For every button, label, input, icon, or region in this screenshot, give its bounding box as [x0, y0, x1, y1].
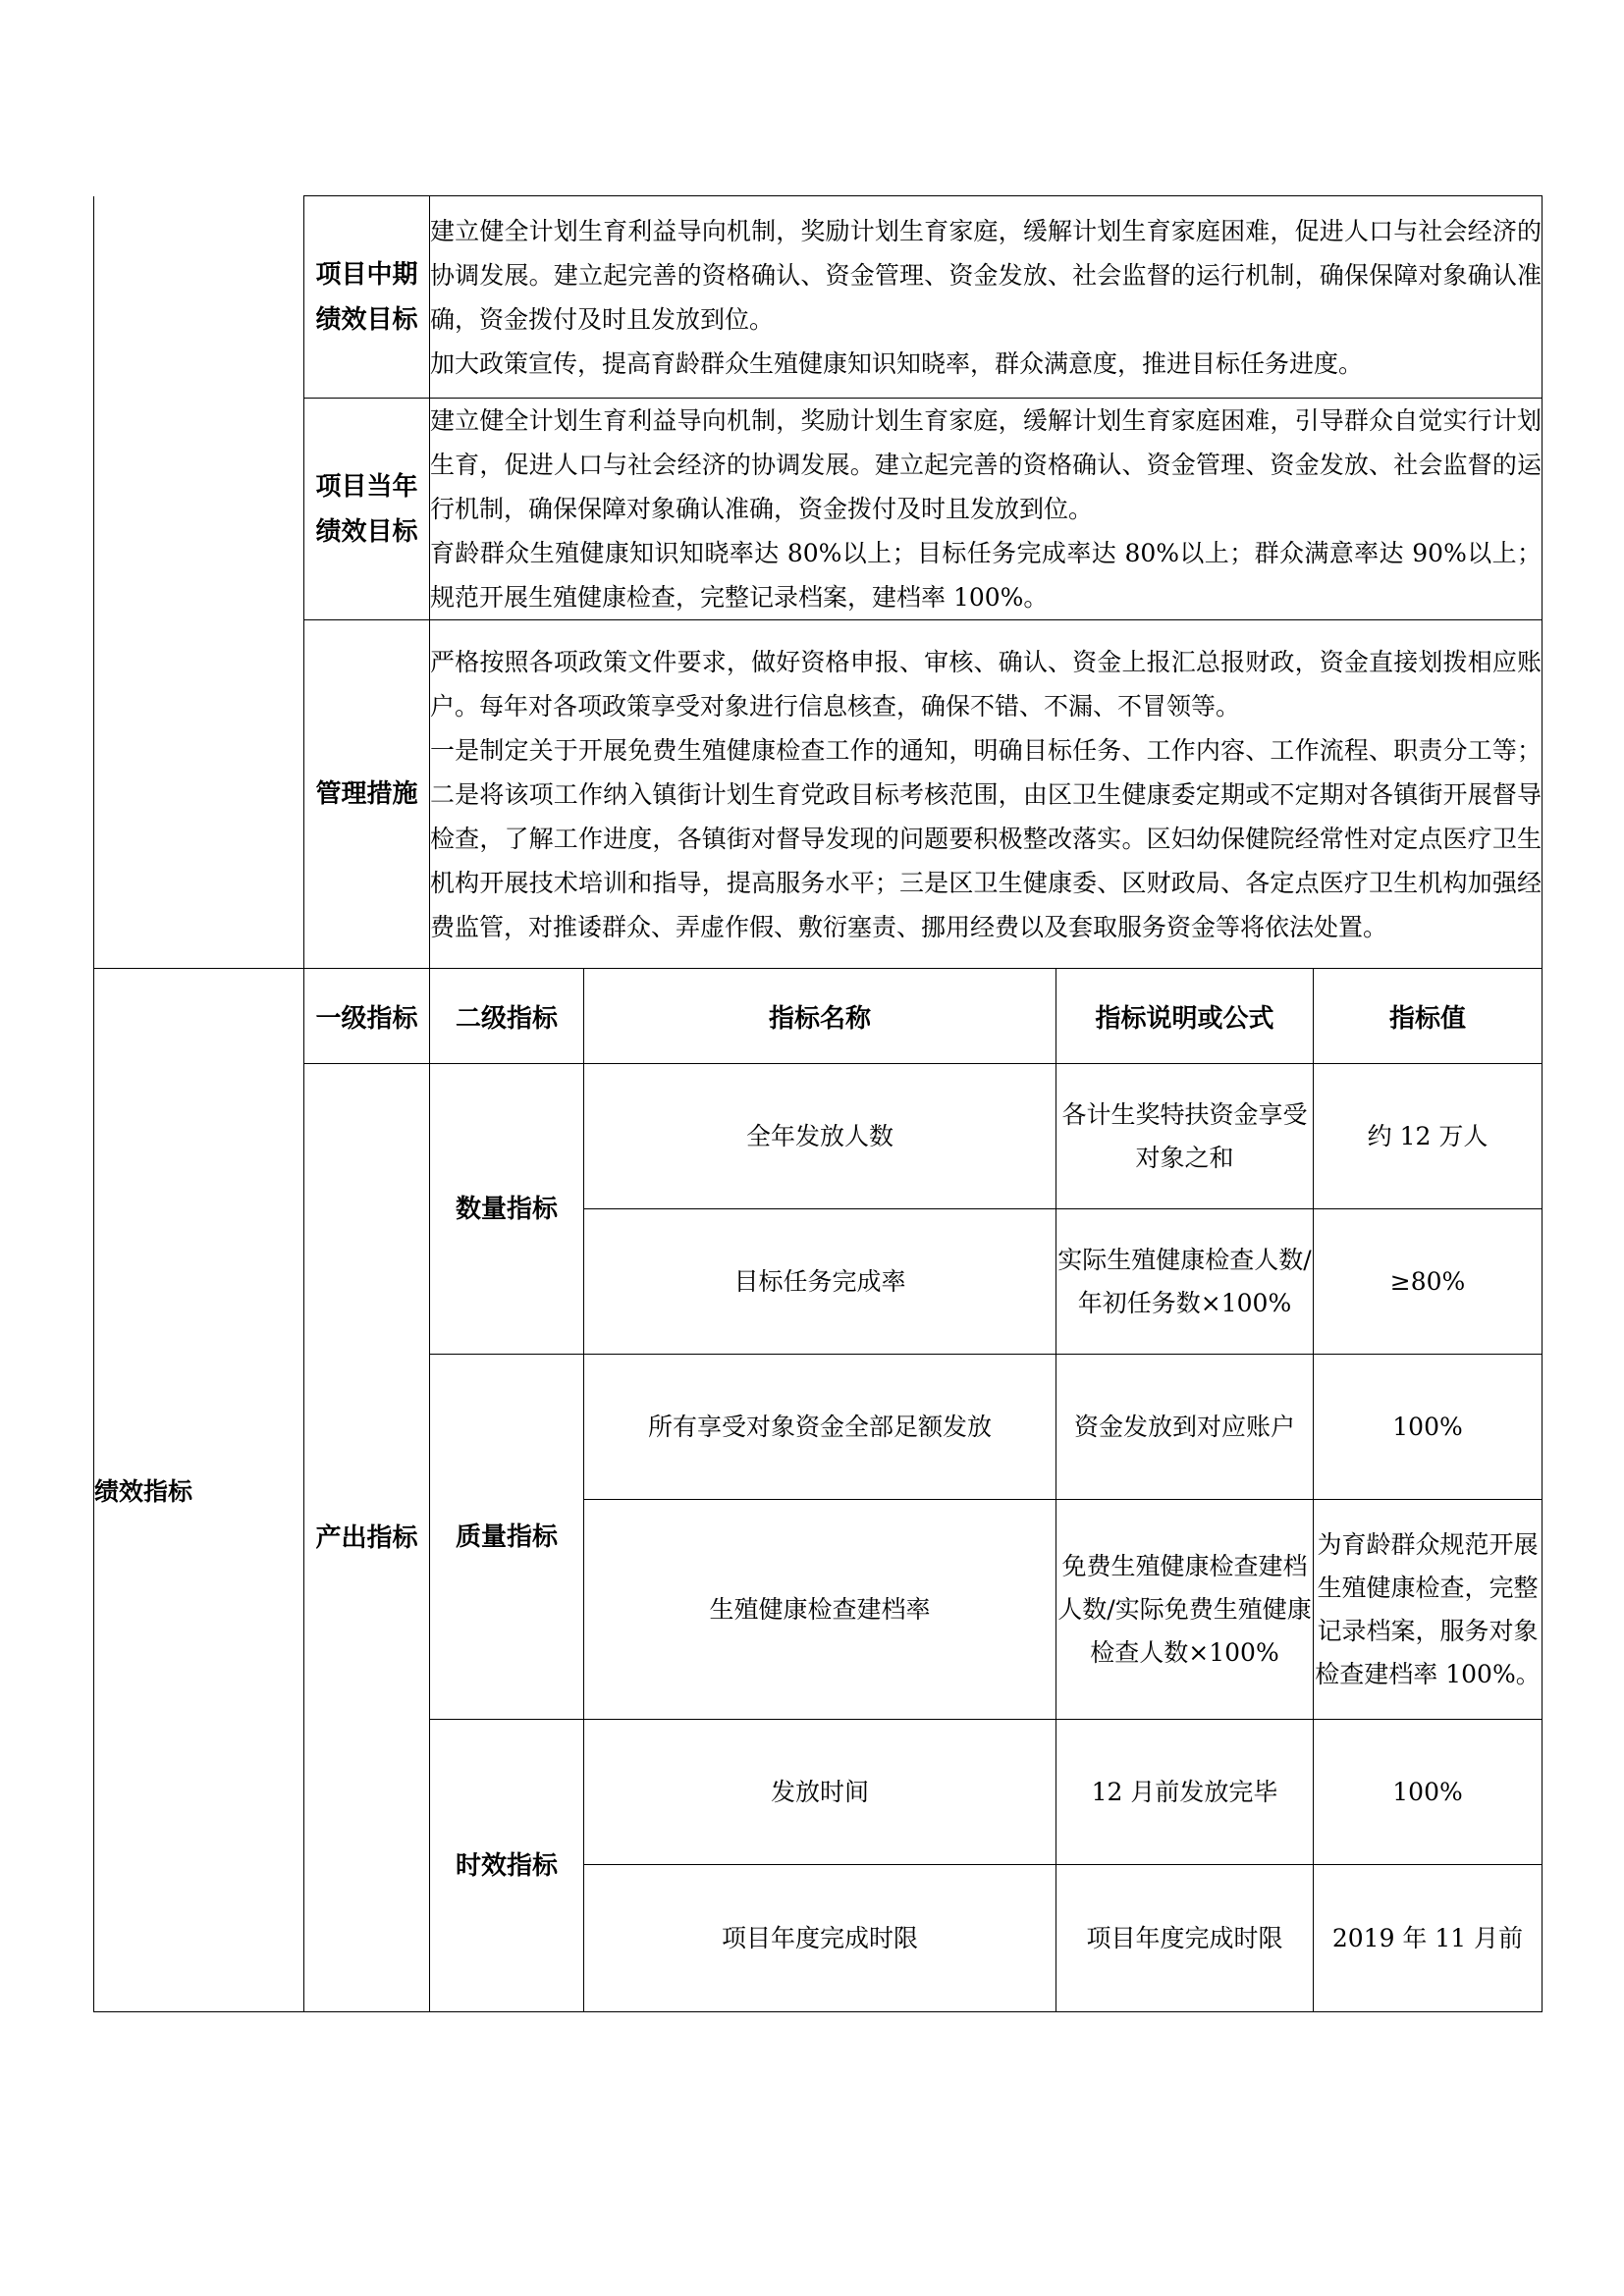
- management-label: 管理措施: [304, 620, 430, 969]
- indicator-section-label: 绩效指标: [94, 969, 304, 2012]
- header-level2: 二级指标: [430, 969, 584, 1064]
- annual-goal-label: [304, 399, 430, 620]
- goals-section-cell: [94, 196, 304, 969]
- mid-term-goal-row: [94, 196, 1543, 399]
- indicator-value: 100%: [1314, 1720, 1543, 1865]
- indicator-name: 所有享受对象资金全部足额发放: [584, 1355, 1056, 1500]
- table-row: [94, 1064, 1543, 1209]
- indicator-desc: 实际生殖健康检查人数/年初任务数×100%: [1056, 1209, 1314, 1355]
- management-row: [94, 620, 1543, 969]
- indicator-name: 发放时间: [584, 1720, 1056, 1865]
- timeliness-indicator-label: 时效指标: [430, 1720, 584, 2012]
- annual-goal-paragraph: 育龄群众生殖健康知识知晓率达 80%以上；目标任务完成率达 80%以上；群众满意率达 90%以上；规范开展生殖健康检查，完整记录档案，建档率 100%。: [430, 539, 1543, 612]
- performance-table: [93, 195, 1543, 2012]
- indicator-name: 目标任务完成率: [584, 1209, 1056, 1355]
- annual-goal-label-line2: 绩效目标: [315, 516, 418, 547]
- indicator-value: 2019 年 11 月前: [1314, 1865, 1543, 2012]
- management-paragraph: 一是制定关于开展免费生殖健康检查工作的通知，明确目标任务、工作内容、工作流程、职责分工等；二是将该项工作纳入镇街计划生育党政目标考核范围，由区卫生健康委定期或不定期对各镇街开展督导检查，了解工作进度，各镇街对督导发现的问题要积极整改落实。区妇幼保健院经常性对定点医疗卫生机构开展技术培训和指导，提高服务水平；三是区卫生健康委、区财政局、各定点医疗卫生机构加强经费监管，对推诿群众、弄虚作假、敷衍塞责、挪用经费以及套取服务资金等将依法处置。: [430, 735, 1543, 941]
- quality-indicator-label: 质量指标: [430, 1355, 584, 1720]
- header-level1: 一级指标: [304, 969, 430, 1064]
- header-indicator-name: 指标名称: [584, 969, 1056, 1064]
- annual-goal-label-line1: 项目当年: [315, 471, 418, 502]
- indicator-value: ≥80%: [1314, 1209, 1543, 1355]
- header-indicator-desc: 指标说明或公式: [1056, 969, 1314, 1064]
- management-paragraph: 严格按照各项政策文件要求，做好资格申报、审核、确认、资金上报汇总报财政，资金直接划拨相应账户。每年对各项政策享受对象进行信息核查，确保不错、不漏、不冒领等。: [430, 647, 1543, 721]
- indicator-name: 全年发放人数: [584, 1064, 1056, 1209]
- indicator-value: 约 12 万人: [1314, 1064, 1543, 1209]
- indicator-header-row: [94, 969, 1543, 1064]
- annual-goal-paragraph: 建立健全计划生育利益导向机制，奖励计划生育家庭，缓解计划生育家庭困难，引导群众自觉实行计划生育，促进人口与社会经济的协调发展。建立起完善的资格确认、资金管理、资金发放、社会监督的运行机制，确保保障对象确认准确，资金拨付及时且发放到位。: [430, 406, 1543, 523]
- mid-term-goal-label-line2: 绩效目标: [315, 304, 418, 335]
- mid-term-goal-paragraph: 建立健全计划生育利益导向机制，奖励计划生育家庭，缓解计划生育家庭困难，促进人口与社会经济的协调发展。建立起完善的资格确认、资金管理、资金发放、社会监督的运行机制，确保保障对象确认准确，资金拨付及时且发放到位。: [430, 216, 1543, 334]
- indicator-desc: 项目年度完成时限: [1056, 1865, 1314, 2012]
- indicator-name: 生殖健康检查建档率: [584, 1500, 1056, 1720]
- indicator-desc: 免费生殖健康检查建档人数/实际免费生殖健康检查人数×100%: [1056, 1500, 1314, 1720]
- indicator-desc: 12 月前发放完毕: [1056, 1720, 1314, 1865]
- header-indicator-value: 指标值: [1314, 969, 1543, 1064]
- mid-term-goal-label-line1: 项目中期: [315, 259, 418, 290]
- indicator-name: 项目年度完成时限: [584, 1865, 1056, 2012]
- mid-term-goal-label: [304, 196, 430, 399]
- level1-output-label: 产出指标: [304, 1064, 430, 2012]
- indicator-desc: 各计生奖特扶资金享受对象之和: [1056, 1064, 1314, 1209]
- quantity-indicator-label: 数量指标: [430, 1064, 584, 1355]
- mid-term-goal-content: [430, 196, 1543, 399]
- indicator-desc: 资金发放到对应账户: [1056, 1355, 1314, 1500]
- mid-term-goal-paragraph: 加大政策宣传，提高育龄群众生殖健康知识知晓率，群众满意度，推进目标任务进度。: [430, 348, 1364, 378]
- management-content: [430, 620, 1543, 969]
- annual-goal-content: [430, 399, 1543, 620]
- indicator-value: 为育龄群众规范开展生殖健康检查，完整记录档案，服务对象检查建档率 100%。: [1314, 1500, 1543, 1720]
- indicator-value: 100%: [1314, 1355, 1543, 1500]
- annual-goal-row: [94, 399, 1543, 620]
